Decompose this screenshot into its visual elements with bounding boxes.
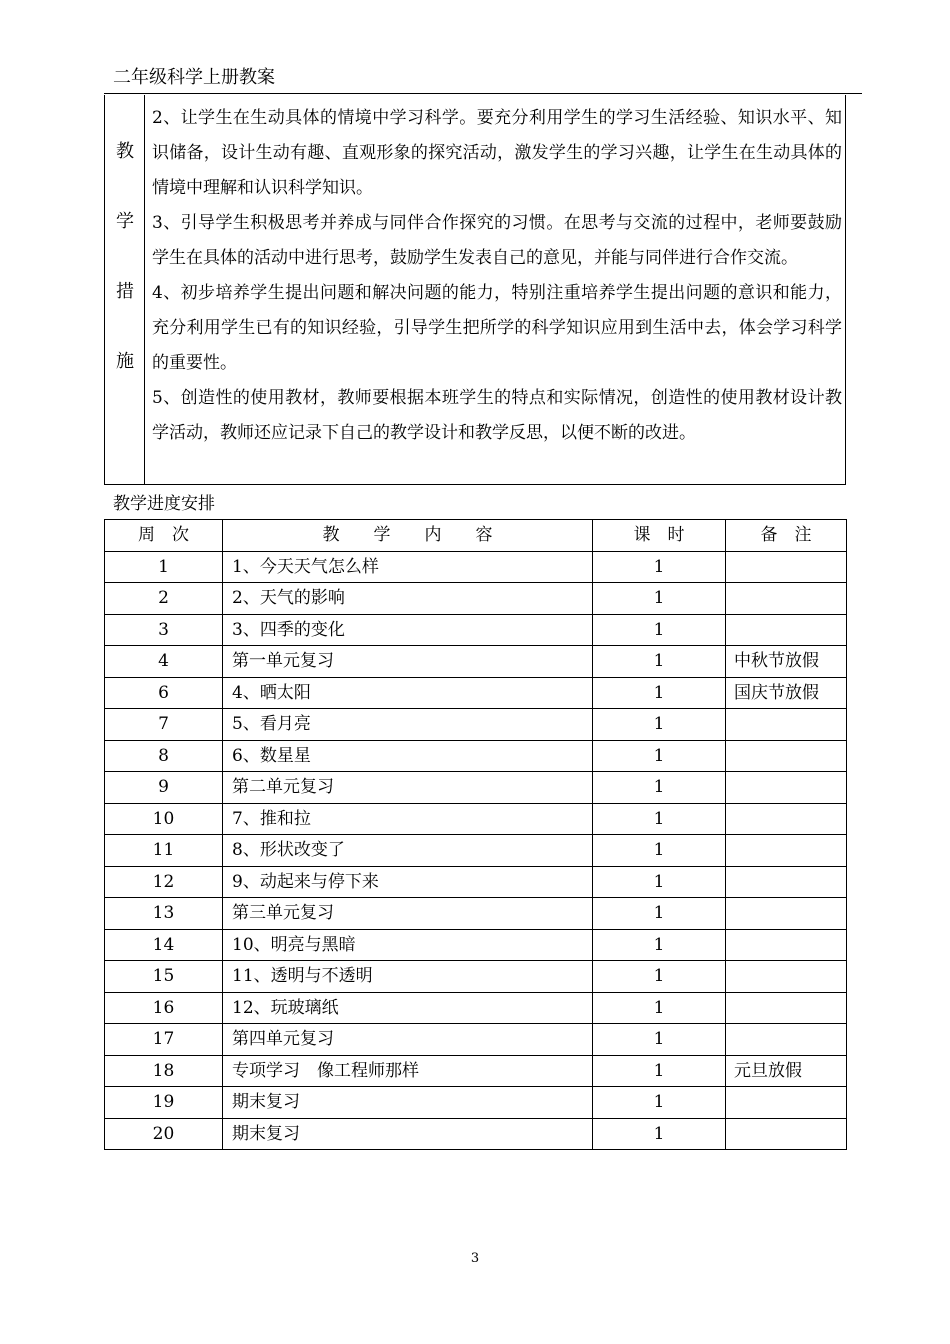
table-row: [105, 614, 847, 646]
cell-hours: 1: [593, 1055, 726, 1087]
cell-content: 12、玩玻璃纸: [223, 992, 593, 1024]
measure-paragraph: 5、创造性的使用教材，教师要根据本班学生的特点和实际情况，创造性的使用教材设计教学活动，教师还应记录下自己的教学设计和教学反思，以便不断的改进。: [152, 388, 842, 443]
measure-paragraph: 3、引导学生积极思考并养成与同伴合作探究的习惯。在思考与交流的过程中，老师要鼓励学生在具体的活动中进行思考，鼓励学生发表自己的意见，并能与同伴进行合作交流。: [152, 213, 842, 268]
cell-note: [726, 772, 847, 804]
cell-content: 9、动起来与停下来: [223, 866, 593, 898]
cell-hours: 1: [593, 1118, 726, 1150]
cell-content: 5、看月亮: [223, 709, 593, 741]
cell-week: 18: [105, 1055, 223, 1087]
cell-hours: 1: [593, 551, 726, 583]
cell-note: [726, 583, 847, 615]
cell-content: 6、数星星: [223, 740, 593, 772]
cell-week: 7: [105, 709, 223, 741]
cell-note: [726, 835, 847, 867]
cell-hours: 1: [593, 740, 726, 772]
cell-note: [726, 740, 847, 772]
cell-content: 第三单元复习: [223, 898, 593, 930]
page-number: 3: [470, 1251, 480, 1266]
cell-week: 9: [105, 772, 223, 804]
cell-week: 6: [105, 677, 223, 709]
table-row: [105, 740, 847, 772]
cell-hours: 1: [593, 898, 726, 930]
cell-hours: 1: [593, 677, 726, 709]
cell-note: 中秋节放假: [726, 646, 847, 678]
cell-week: 19: [105, 1087, 223, 1119]
cell-note: [726, 929, 847, 961]
cell-note: 元旦放假: [726, 1055, 847, 1087]
cell-content: 第四单元复习: [223, 1024, 593, 1056]
table-row: [105, 1087, 847, 1119]
table-row: [105, 1118, 847, 1150]
schedule-header-row: [105, 520, 847, 552]
cell-content: 2、天气的影响: [223, 583, 593, 615]
measures-label-char: 教: [116, 141, 134, 162]
cell-hours: 1: [593, 583, 726, 615]
cell-week: 3: [105, 614, 223, 646]
cell-content: 专项学习 像工程师那样: [223, 1055, 593, 1087]
cell-week: 14: [105, 929, 223, 961]
cell-hours: 1: [593, 614, 726, 646]
table-row: [105, 992, 847, 1024]
cell-note: [726, 551, 847, 583]
cell-content: 期末复习: [223, 1087, 593, 1119]
measure-paragraph: 2、让学生在生动具体的情境中学习科学。要充分利用学生的学习生活经验、知识水平、知识储备，设计生动有趣、直观形象的探究活动，激发学生的学习兴趣，让学生在生动具体的情境中理解和认识科学知识。: [152, 108, 842, 198]
cell-week: 8: [105, 740, 223, 772]
header-content: 教 学 内 容: [223, 520, 593, 552]
cell-hours: 1: [593, 803, 726, 835]
cell-week: 13: [105, 898, 223, 930]
cell-note: [726, 898, 847, 930]
cell-content: 10、明亮与黑暗: [223, 929, 593, 961]
table-row: [105, 961, 847, 993]
cell-hours: 1: [593, 646, 726, 678]
table-row: [105, 709, 847, 741]
cell-week: 16: [105, 992, 223, 1024]
cell-hours: 1: [593, 1087, 726, 1119]
cell-week: 20: [105, 1118, 223, 1150]
measures-label-column: [105, 95, 145, 484]
cell-week: 4: [105, 646, 223, 678]
measures-label-char: 措: [116, 281, 134, 302]
table-row: [105, 1024, 847, 1056]
header-week: 周 次: [105, 520, 223, 552]
teaching-measures-table: [104, 95, 846, 485]
cell-hours: 1: [593, 835, 726, 867]
cell-note: [726, 961, 847, 993]
table-row: [105, 677, 847, 709]
header-hours: 课 时: [593, 520, 726, 552]
table-row: [105, 929, 847, 961]
table-row: [105, 551, 847, 583]
cell-content: 7、推和拉: [223, 803, 593, 835]
cell-week: 15: [105, 961, 223, 993]
measures-content: [152, 101, 842, 451]
cell-week: 10: [105, 803, 223, 835]
cell-note: [726, 1087, 847, 1119]
cell-note: 国庆节放假: [726, 677, 847, 709]
cell-week: 2: [105, 583, 223, 615]
header-note: 备 注: [726, 520, 847, 552]
table-row: [105, 898, 847, 930]
header-divider: [104, 93, 862, 94]
cell-note: [726, 1024, 847, 1056]
cell-hours: 1: [593, 709, 726, 741]
cell-content: 第一单元复习: [223, 646, 593, 678]
cell-note: [726, 614, 847, 646]
table-row: [105, 646, 847, 678]
table-row: [105, 1055, 847, 1087]
cell-note: [726, 1118, 847, 1150]
cell-hours: 1: [593, 929, 726, 961]
page-header-title: 二年级科学上册教案: [113, 67, 275, 88]
table-row: [105, 866, 847, 898]
cell-hours: 1: [593, 992, 726, 1024]
table-row: [105, 835, 847, 867]
cell-content: 第二单元复习: [223, 772, 593, 804]
table-row: [105, 583, 847, 615]
schedule-table: [104, 519, 847, 1150]
measures-label-char: 施: [116, 351, 134, 372]
cell-note: [726, 709, 847, 741]
cell-content: 期末复习: [223, 1118, 593, 1150]
cell-content: 3、四季的变化: [223, 614, 593, 646]
cell-week: 1: [105, 551, 223, 583]
cell-hours: 1: [593, 1024, 726, 1056]
cell-content: 4、晒太阳: [223, 677, 593, 709]
schedule-title: 教学进度安排: [113, 494, 215, 514]
measures-label-char: 学: [116, 211, 134, 232]
measure-paragraph: 4、初步培养学生提出问题和解决问题的能力，特别注重培养学生提出问题的意识和能力，充分利用学生已有的知识经验，引导学生把所学的科学知识应用到生活中去，体会学习科学的重要性。: [152, 283, 842, 373]
cell-week: 12: [105, 866, 223, 898]
cell-note: [726, 866, 847, 898]
cell-hours: 1: [593, 772, 726, 804]
cell-content: 8、形状改变了: [223, 835, 593, 867]
cell-content: 11、透明与不透明: [223, 961, 593, 993]
cell-content: 1、今天天气怎么样: [223, 551, 593, 583]
cell-hours: 1: [593, 961, 726, 993]
cell-note: [726, 992, 847, 1024]
cell-note: [726, 803, 847, 835]
cell-hours: 1: [593, 866, 726, 898]
table-row: [105, 803, 847, 835]
cell-week: 17: [105, 1024, 223, 1056]
cell-week: 11: [105, 835, 223, 867]
table-row: [105, 772, 847, 804]
